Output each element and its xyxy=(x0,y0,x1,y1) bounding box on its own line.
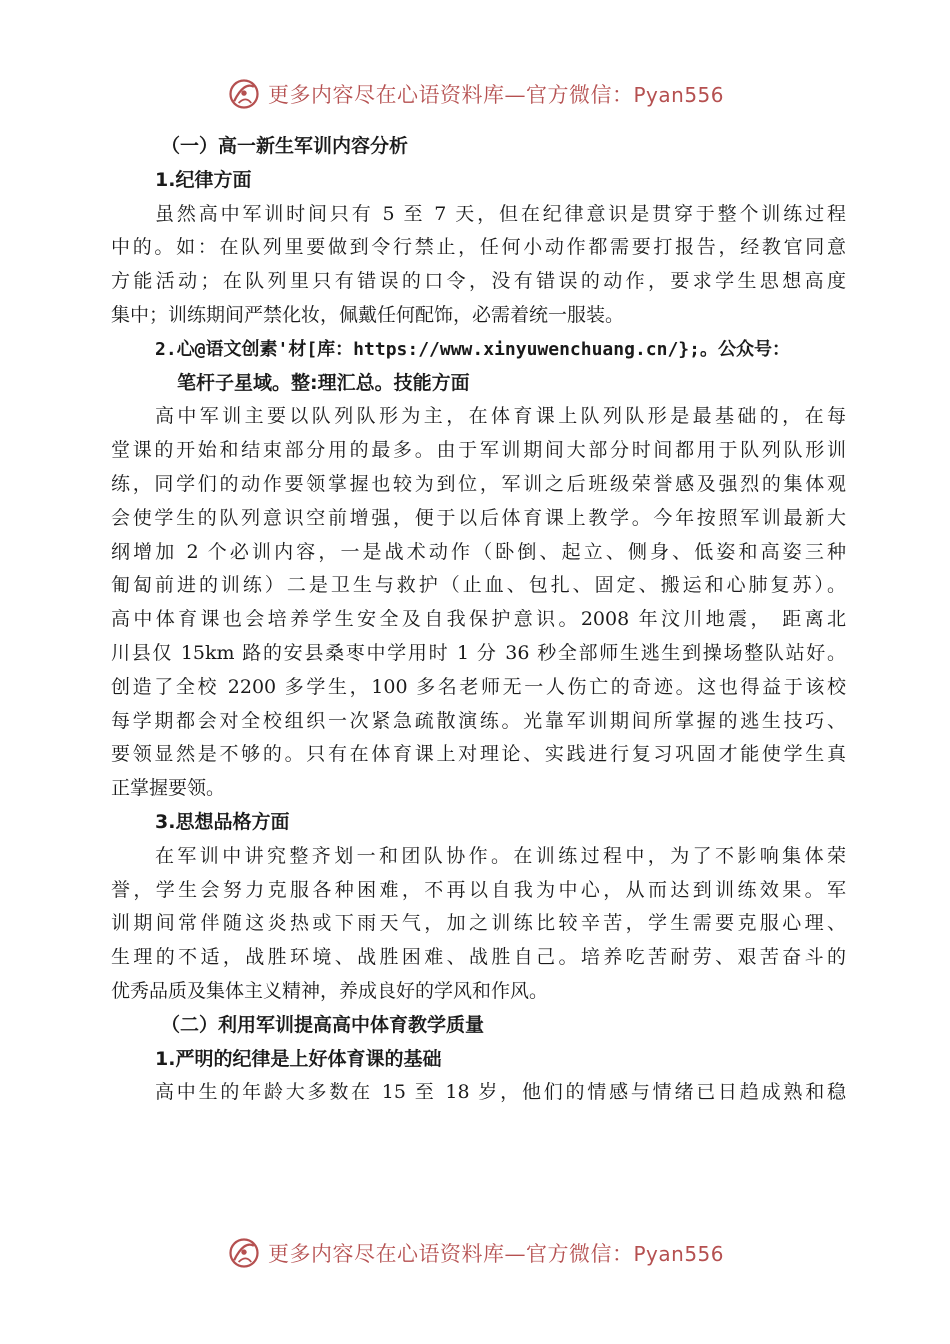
subsection-heading: 1.纪律方面 xyxy=(155,168,252,191)
text-line: 虽然高中军训时间只有 5 至 7 天，但在纪律意识是贯穿于整个训练过程 xyxy=(155,202,846,225)
ornate-seal-icon xyxy=(226,1235,262,1271)
watermark-text: 更多内容尽在心语资料库—官方微信：Pyan556 xyxy=(267,1242,724,1266)
subsection-heading: 3.思想品格方面 xyxy=(155,810,290,833)
text-line: 方能活动；在队列里只有错误的口令，没有错误的动作，要求学生思想高度 xyxy=(111,270,846,293)
text-line: 高中生的年龄大多数在 15 至 18 岁，他们的情感与情绪已日趋成熟和稳 xyxy=(155,1081,846,1104)
text-line: 每学期都会对全校组织一次紧急疏散演练。光靠军训期间所掌握的逃生技巧、 xyxy=(111,709,846,732)
text-line: 练，同学们的动作要领掌握也较为到位，军训之后班级荣誉感及强烈的集体观 xyxy=(111,472,846,495)
text-line: 正掌握要领。 xyxy=(111,777,226,800)
text-line: 优秀品质及集体主义精神，养成良好的学风和作风。 xyxy=(111,979,549,1002)
ornate-seal-icon xyxy=(226,76,262,112)
text-line: 会使学生的队列意识空前增强，便于以后体育课上教学。今年按照军训最新大 xyxy=(111,506,846,529)
subsection-heading: 1.严明的纪律是上好体育课的基础 xyxy=(155,1047,442,1070)
document-body xyxy=(111,130,846,1110)
paragraph xyxy=(111,400,846,806)
text-line: 集中；训练期间严禁化妆，佩戴任何配饰，必需着统一服装。 xyxy=(111,303,625,326)
text-line: 生理的不适，战胜环境、战胜困难、战胜自己。培养吃苦耐劳、艰苦奋斗的 xyxy=(111,946,846,969)
text-line: 誉，学生会努力克服各种困难，不再以自我为中心，从而达到训练效果。军 xyxy=(111,878,846,901)
watermark-header xyxy=(0,74,950,114)
heading-text: 2.心@语文创素'材[库：https://www.xinyuwenchuang.cn/};。公众号： xyxy=(155,338,790,360)
watermark-text: 更多内容尽在心语资料库—官方微信：Pyan556 xyxy=(267,83,724,107)
paragraph xyxy=(111,1076,846,1110)
text-line: 在军训中讲究整齐划一和团队协作。在训练过程中，为了不影响集体荣 xyxy=(155,844,846,867)
watermark-wechat-id: Pyan556 xyxy=(633,1242,724,1266)
paragraph xyxy=(111,198,846,333)
text-line: 要领显然是不够的。只有在体育课上对理论、实践进行复习巩固才能使学生真 xyxy=(111,743,846,766)
text-line: 堂课的开始和结束部分用的最多。由于军训期间大部分时间都用于队列队形训 xyxy=(111,439,846,462)
watermark-wechat-id: Pyan556 xyxy=(633,83,724,107)
paragraph xyxy=(111,840,846,1009)
text-line: 匍匐前进的训练）二是卫生与救护（止血、包扎、固定、搬运和心肺复苏）。 xyxy=(111,574,846,597)
watermark-footer xyxy=(0,1233,950,1273)
subsection-heading-continued: 笔杆子星域。整:理汇总。技能方面 xyxy=(177,371,470,394)
subsection-heading xyxy=(111,333,846,367)
text-line: 川县仅 15km 路的安县桑枣中学用时 1 分 36 秒全部师生逃生到操场整队站好。 xyxy=(111,641,846,664)
text-line: 训期间常伴随这炎热或下雨天气，加之训练比较辛苦，学生需要克服心理、 xyxy=(111,912,846,935)
section-title: （一）高一新生军训内容分析 xyxy=(161,135,409,157)
text-line: 中的。如：在队列里要做到令行禁止，任何小动作都需要打报告，经教官同意 xyxy=(111,236,846,259)
text-line: 高中军训主要以队列队形为主，在体育课上队列队形是最基础的，在每 xyxy=(155,405,846,428)
section-title: （二）利用军训提高高中体育教学质量 xyxy=(161,1013,485,1036)
text-line: 高中体育课也会培养学生安全及自我保护意识。2008 年汶川地震， 距离北 xyxy=(111,608,846,631)
text-line: 创造了全校 2200 多学生，100 多名老师无一人伤亡的奇迹。这也得益于该校 xyxy=(111,675,846,698)
text-line: 纲增加 2 个必训内容，一是战术动作（卧倒、起立、侧身、低姿和高姿三种 xyxy=(111,540,846,563)
